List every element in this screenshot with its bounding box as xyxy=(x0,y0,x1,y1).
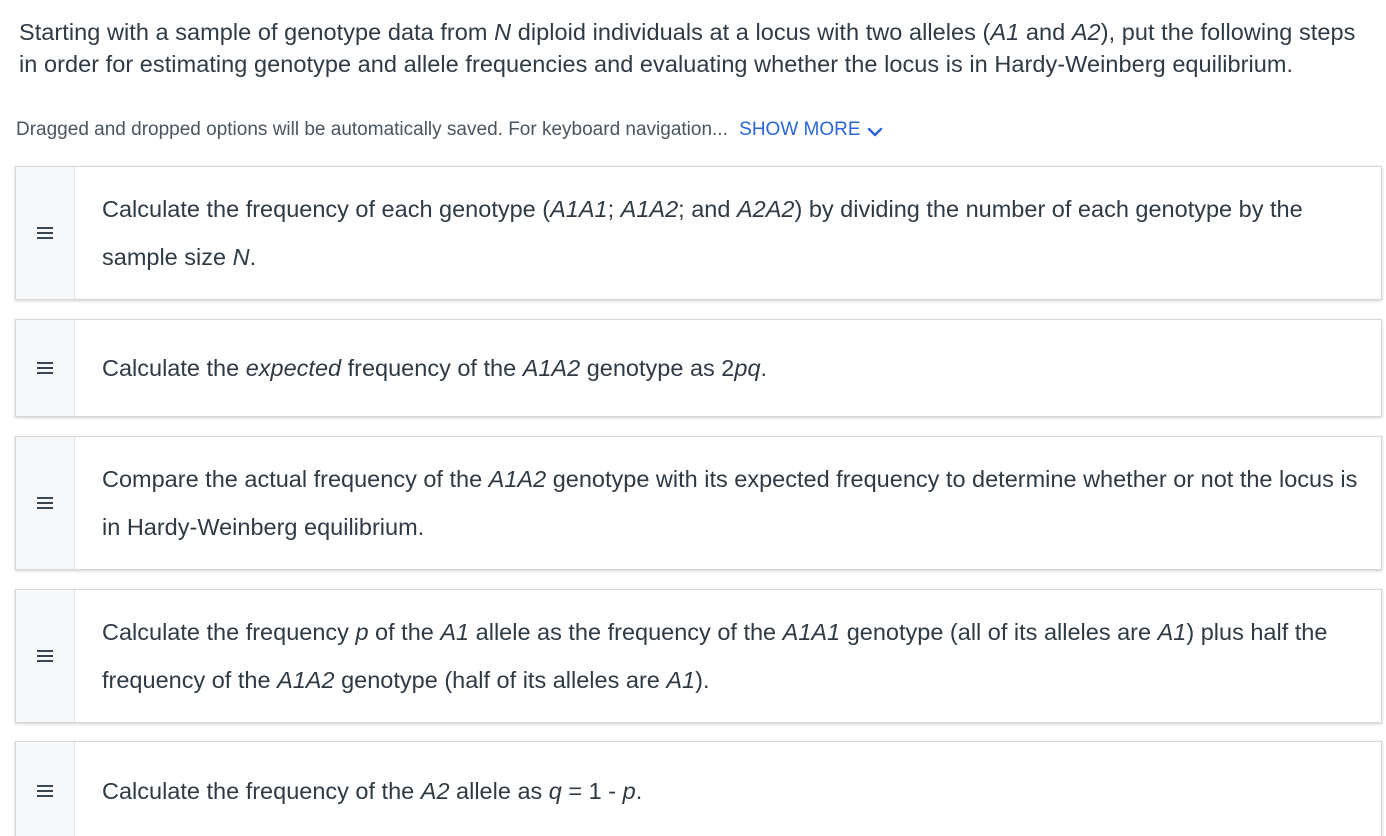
question-allele-a2: A2 xyxy=(1071,19,1101,45)
item-italic-term: A1A2 xyxy=(522,355,581,381)
sortable-item-text xyxy=(75,167,1381,299)
item-text-segment: Compare the actual frequency of the xyxy=(102,466,489,492)
sortable-item[interactable] xyxy=(15,741,1382,836)
question-text-1: Starting with a sample of genotype data from xyxy=(19,19,495,45)
sortable-item-text xyxy=(75,590,1381,722)
item-italic-term: pq xyxy=(734,355,761,381)
item-italic-term: A1A2 xyxy=(277,667,335,693)
sortable-item-text xyxy=(75,320,1381,416)
item-text-segment: ; and xyxy=(678,196,737,222)
item-text-segment: ) plus half the frequency of the xyxy=(102,619,1328,693)
show-more-button[interactable] xyxy=(739,116,882,144)
item-italic-term: A1 xyxy=(1157,619,1187,645)
chevron-down-icon xyxy=(867,126,883,138)
item-italic-term: N xyxy=(232,244,250,270)
sortable-item[interactable] xyxy=(15,319,1382,417)
item-text-segment: Calculate the frequency of each genotype ( xyxy=(102,196,551,222)
drag-handle-icon xyxy=(35,360,55,376)
item-italic-term: A2 xyxy=(420,778,450,804)
drag-handle-icon xyxy=(35,495,55,511)
item-italic-term: A1 xyxy=(440,619,470,645)
item-text-segment: of the xyxy=(368,619,441,645)
drag-handle[interactable] xyxy=(16,590,75,722)
item-text-segment: allele as the frequency of the xyxy=(469,619,783,645)
item-italic-term: A1A1 xyxy=(782,619,841,645)
question-text-4: ), put the following steps in order for estimating genotype and allele frequencies and evaluating whether the locus is in Hardy-Weinberg equilibrium. xyxy=(19,19,1356,77)
sortable-item[interactable] xyxy=(15,436,1382,570)
sortable-item[interactable] xyxy=(15,166,1382,300)
question-text-3: and xyxy=(1019,19,1072,45)
question-var-n: N xyxy=(494,19,512,45)
item-italic-term: A2A2 xyxy=(736,196,795,222)
item-text-segment: . xyxy=(760,355,768,381)
item-italic-term: A1A2 xyxy=(488,466,547,492)
drag-handle[interactable] xyxy=(16,167,75,299)
show-more-label: SHOW MORE xyxy=(739,119,861,140)
item-text-segment: Calculate the xyxy=(102,355,246,381)
question-allele-a1: A1 xyxy=(990,19,1020,45)
item-italic-term: q xyxy=(548,778,562,804)
item-text-segment: genotype as 2 xyxy=(580,355,735,381)
item-text-segment: genotype (all of its alleles are xyxy=(840,619,1158,645)
item-italic-term: A1A2 xyxy=(620,196,679,222)
drag-instructions xyxy=(16,116,883,144)
drag-handle-icon xyxy=(35,648,55,664)
item-italic-term: p xyxy=(622,778,636,804)
item-italic-term: A1 xyxy=(666,667,696,693)
item-text-segment: ). xyxy=(695,667,710,693)
item-italic-term: A1A1 xyxy=(550,196,608,222)
item-italic-term: p xyxy=(355,619,369,645)
item-text-segment: ; xyxy=(607,196,621,222)
question-text-2: diploid individuals at a locus with two alleles ( xyxy=(511,19,991,45)
drag-handle[interactable] xyxy=(16,320,75,416)
instructions-text: Dragged and dropped options will be automatically saved. For keyboard navigation... xyxy=(16,119,728,140)
drag-handle-icon xyxy=(35,783,55,799)
item-text-segment: genotype with its expected frequency to determine whether or not the locus is in Hardy-Weinberg equilibrium. xyxy=(102,466,1358,540)
drag-handle-icon xyxy=(35,225,55,241)
item-text-segment: frequency of the xyxy=(341,355,523,381)
item-text-segment: genotype (half of its alleles are xyxy=(334,667,667,693)
question-prompt xyxy=(19,16,1371,80)
drag-handle[interactable] xyxy=(16,437,75,569)
item-text-segment: allele as xyxy=(449,778,549,804)
sortable-item-text xyxy=(75,437,1381,569)
item-text-segment: ) by dividing the number of each genotype by the sample size xyxy=(102,196,1303,270)
item-text-segment: . xyxy=(635,778,643,804)
item-italic-term: expected xyxy=(245,355,342,381)
item-text-segment: Calculate the frequency of the xyxy=(102,778,421,804)
item-text-segment: Calculate the frequency xyxy=(102,619,356,645)
sortable-item[interactable] xyxy=(15,589,1382,723)
sortable-item-text xyxy=(75,742,1381,836)
item-text-segment: . xyxy=(249,244,257,270)
item-text-segment: = 1 - xyxy=(561,778,623,804)
drag-handle[interactable] xyxy=(16,742,75,836)
